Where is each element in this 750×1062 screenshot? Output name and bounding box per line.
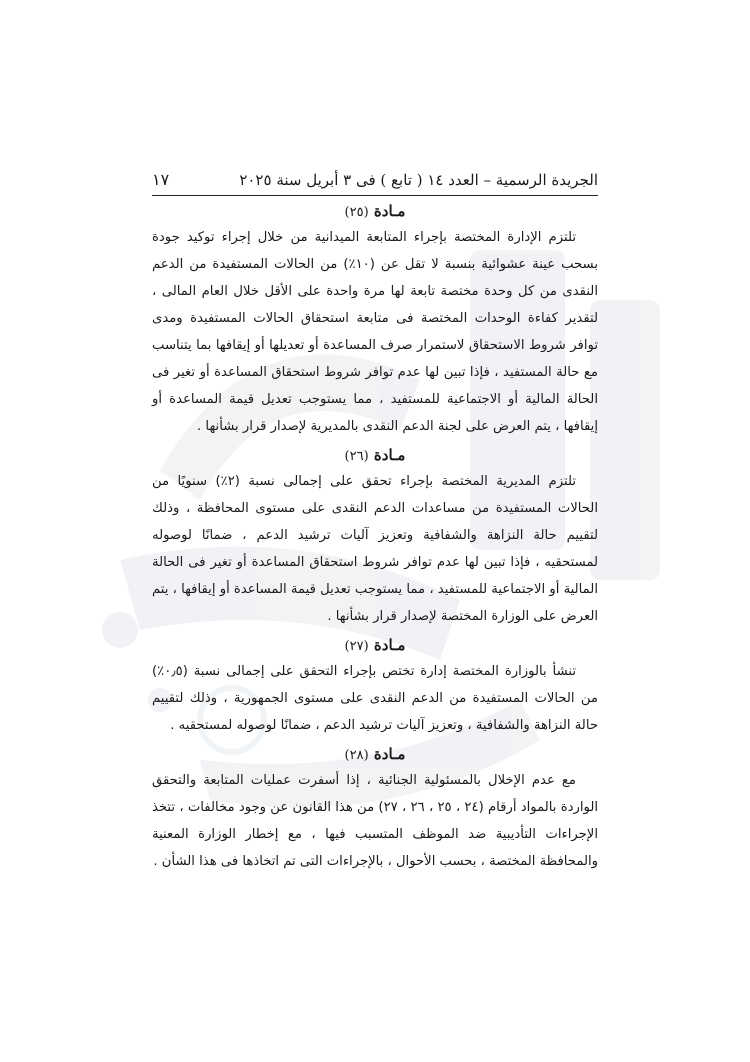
article-heading [152, 446, 598, 464]
article-number: (٢٨) [344, 748, 369, 763]
article-text: تلتزم الإدارة المختصة بإجراء المتابعة الميدانية من خلال إجراء توكيد جودة بسحب عينة عشوائية بنسبة لا تقل عن (١٠٪) من الحالات المستفيدة من الدعم النقدى من كل وحدة مختصة تابعة لها مرة واحدة على الأقل خلال العام المالى ، لتقدير كفاءة الوحدات المختصة فى متابعة استحقاق الحالات المستفيدة ومدى توافر شروط الاستحقاق لاستمرار صرف المساعدة أو تعديلها أو إيقافها بما يتناسب مع حالة المستفيد ، فإذا تبين لها عدم توافر شروط استحقاق المساعدة أو تغير فى الحالة المالية أو الاجتماعية للمستفيد ، مما يستوجب تعديل قيمة المساعدة أو إيقافها ، يتم العرض على لجنة الدعم النقدى بالمديرية لإصدار قرار بشأنها . [152, 230, 598, 434]
article-label: مـادة [373, 745, 406, 763]
article-heading [152, 202, 598, 220]
article-heading [152, 636, 598, 654]
article-heading [152, 745, 598, 763]
article-number: (٢٧) [344, 639, 369, 654]
article-label: مـادة [373, 202, 406, 220]
gazette-title: الجريدة الرسمية – العدد ١٤ ( تابع ) فى ٣ أبريل سنة ٢٠٢٥ [239, 171, 598, 189]
article-text: تنشأ بالوزارة المختصة إدارة تختص بإجراء التحقق على إجمالى نسبة (٠٫٥٪) من الحالات المستفيدة من الدعم النقدى على مستوى الجمهورية ، وذلك لتقييم حالة النزاهة والشفافية ، وتعزيز آليات ترشيد الدعم ، ضمانًا لوصوله لمستحقيه . [152, 664, 598, 733]
article-number: (٢٦) [344, 449, 369, 464]
article-label: مـادة [373, 636, 406, 654]
page-number: ١٧ [152, 170, 170, 189]
document-page [152, 170, 598, 875]
article-26 [152, 446, 598, 630]
article-27 [152, 636, 598, 739]
article-text: مع عدم الإخلال بالمسئولية الجنائية ، إذا أسفرت عمليات المتابعة والتحقق الواردة بالمواد أرقام (٢٤ ، ٢٥ ، ٢٦ ، ٢٧) من هذا القانون عن وجود مخالفات ، تتخذ الإجراءات التأديبية ضد الموظف المتسبب فيها ، مع إخطار الوزارة المعنية والمحافظة المختصة ، بحسب الأحوال ، بالإجراءات التى تم اتخاذها فى هذا الشأن . [152, 773, 599, 869]
article-28 [152, 745, 598, 875]
page-header [152, 170, 598, 196]
article-number: (٢٥) [344, 205, 369, 220]
article-label: مـادة [373, 446, 406, 464]
article-25 [152, 202, 598, 440]
article-text: تلتزم المديرية المختصة بإجراء تحقق على إجمالى نسبة (٢٪) سنويًا من الحالات المستفيدة من مساعدات الدعم النقدى على مستوى المحافظة ، وذلك لتقييم حالة النزاهة والشفافية وتعزيز آليات ترشيد الدعم ، ضمانًا لوصوله لمستحقيه ، فإذا تبين لها عدم توافر شروط استحقاق المساعدة أو تغير فى الحالة المالية أو الاجتماعية للمستفيد ، مما يستوجب تعديل قيمة المساعدة أو إيقافها ، يتم العرض على الوزارة المختصة لإصدار قرار بشأنها . [152, 474, 598, 624]
